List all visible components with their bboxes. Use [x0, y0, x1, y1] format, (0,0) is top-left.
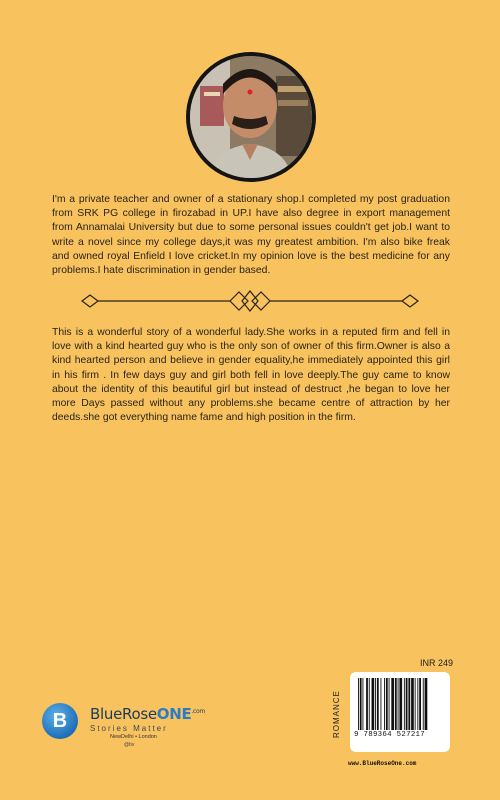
barcode-bar: [384, 678, 385, 730]
barcode-bar: [411, 678, 414, 730]
barcode-bar: [369, 678, 370, 730]
isbn-barcode: [350, 672, 450, 752]
author-bio: I'm a private teacher and owner of a stationary shop.I completed my post graduation from SRK PG college in firozabad in UP.I have also degree in export management from Annamalai University but due to some personal issues couldn't get job.I want to write a novel since my college days,it was my greatest ambition. I'm also bike freak and owned royal Enfield I love cricket.In my opinion love is the best medicine for any problems.I hate discrimination in gender based.: [52, 194, 450, 277]
barcode-bar: [398, 678, 399, 730]
author-portrait-icon: [190, 56, 312, 178]
barcode-bar: [363, 678, 364, 730]
genre-label: ROMANCE: [332, 690, 341, 738]
barcode-bar: [419, 678, 421, 730]
barcode-bar: [377, 678, 379, 730]
publisher-name: [90, 705, 205, 723]
barcode-bar: [360, 678, 362, 730]
barcode-bar: [408, 678, 410, 730]
publisher-website: www.BlueRoseOne.com: [348, 760, 417, 767]
isbn-digits: 9 789364 527217: [354, 731, 426, 739]
book-synopsis: This is a wonderful story of a wonderful lady.She works in a reputed firm and fell in love with a kind hearted guy who is the only son of owner of this firm.Owner is also a kind hearted person and believe in gender equality,he immediately appointed this girl in his firm . In few days guy and girl both fell in love deeply.The guy came to know about the identity of this beautiful girl but instead of destruct ,he began to love her more Days passed without any problems.she became centre of attraction by her deeds.she got everything name fame and high position in the firm.: [52, 327, 450, 424]
barcode-bar: [389, 678, 390, 730]
publisher-domain-small: .com: [191, 708, 205, 715]
barcode-bar: [358, 678, 359, 730]
barcode-bar: [366, 678, 368, 730]
barcode-bar: [415, 678, 416, 730]
bluerose-logo-icon: [42, 703, 78, 739]
logo-letter: B: [52, 709, 68, 732]
publisher-subbrand: @bv: [124, 742, 135, 748]
barcode-bar: [386, 678, 388, 730]
barcode-bar: [375, 678, 376, 730]
publisher-cities: NewDelhi • London: [110, 734, 157, 740]
barcode-bar: [395, 678, 397, 730]
barcode-bar: [406, 678, 408, 730]
barcode-bar: [372, 678, 375, 730]
barcode-bar: [404, 678, 405, 730]
author-photo: [186, 52, 316, 182]
barcode-bar: [417, 678, 418, 730]
barcode-bar: [399, 678, 402, 730]
publisher-logo: [42, 703, 242, 753]
barcode-bar: [391, 678, 394, 730]
barcode-bar: [381, 678, 382, 730]
barcode-bar: [423, 678, 424, 730]
price-label: INR 249: [420, 658, 454, 668]
barcode-icon: [358, 678, 442, 730]
publisher-name-part1: BlueRose: [90, 705, 157, 723]
publisher-tagline: Stories Matter: [90, 724, 168, 733]
divider-ornament-icon: [80, 288, 420, 314]
barcode-bar: [425, 678, 428, 730]
ornamental-divider: [80, 288, 420, 319]
publisher-name-part2: ONE: [156, 705, 192, 723]
